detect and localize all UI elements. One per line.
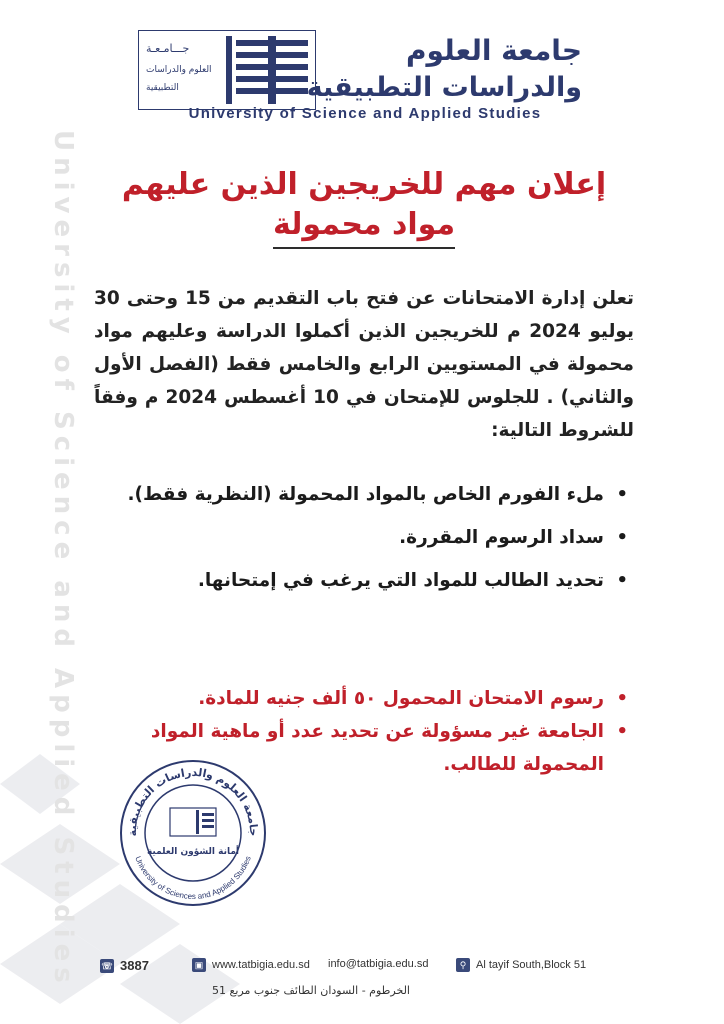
svg-text:جـــامـعـة: جـــامـعـة [146, 42, 190, 55]
side-watermark: University of Science and Applied Studies [48, 130, 78, 989]
title-line-1: إعلان مهم للخريجين الذين عليهم [121, 167, 607, 202]
seal-center-text: أمانة الشؤون العلمية [146, 847, 240, 857]
footer-website-text[interactable]: www.tatbigia.edu.sd [212, 959, 310, 971]
title-line-2: مواد محمولة [273, 205, 455, 249]
announcement-body [94, 282, 634, 447]
note-item: • الجامعة غير مسؤولة عن تحديد عدد أو ماهية المواد المحمولة للطالب. [94, 715, 634, 781]
svg-text:University of Sciences and App [133, 855, 252, 901]
seal-ring-en: University of Sciences and Applied Studies [133, 854, 253, 902]
footer-website[interactable] [192, 958, 310, 972]
body-paragraph: تعلن إدارة الامتحانات عن فتح باب التقديم من 15 وحتى 30 يوليو 2024 م للخريجين الذين أكملوا الدراسة وعليهم مواد محمولة في المستويين الرابع والخامس فقط (الفصل الأول والثاني) . للجلوس للإمتحان في 10 أغسطس 2024 م وفقاً للشروط التالية: [94, 288, 634, 441]
footer-email-text[interactable]: info@tatbigia.edu.sd [328, 958, 429, 970]
footer-address-ar: الخرطوم - السودان الطائف جنوب مربع 51 [212, 984, 410, 997]
university-name-ar-line2: والدراسات التطبيقية [306, 72, 582, 103]
university-logo [138, 30, 316, 110]
footer-location [456, 958, 586, 972]
condition-item: • سداد الرسوم المقررة. [94, 521, 634, 554]
phone-icon: ☏ [101, 960, 113, 971]
footer-email[interactable] [328, 958, 428, 970]
announcement-title [104, 165, 624, 249]
condition-item: • تحديد الطالب للمواد التي يرغب في إمتحانها. [94, 564, 634, 597]
footer-phone-number: 3887 [120, 958, 149, 973]
web-icon: ▣ [192, 958, 206, 972]
svg-text:التطبيقية: التطبيقية [146, 83, 179, 93]
note-item: • رسوم الامتحان المحمول ٥٠ ألف جنيه للمادة. [94, 682, 634, 715]
svg-text:العلوم والدراسات: العلوم والدراسات [146, 65, 212, 75]
seal-ring-ar: جامعة العلوم والدراسات التطبيقية [125, 765, 261, 837]
footer-location-text: Al tayif South,Block 51 [476, 959, 587, 971]
footer [100, 952, 620, 1002]
university-name-ar-line1: جامعة العلوم [406, 34, 582, 67]
conditions-list [94, 478, 634, 607]
university-name-en: University of Science and Applied Studies [188, 105, 542, 122]
location-pin-icon: ⚲ [456, 958, 470, 972]
condition-item: • ملء الفورم الخاص بالمواد المحمولة (النظرية فقط). [94, 478, 634, 511]
official-seal [118, 758, 268, 908]
footer-phone [100, 958, 149, 973]
